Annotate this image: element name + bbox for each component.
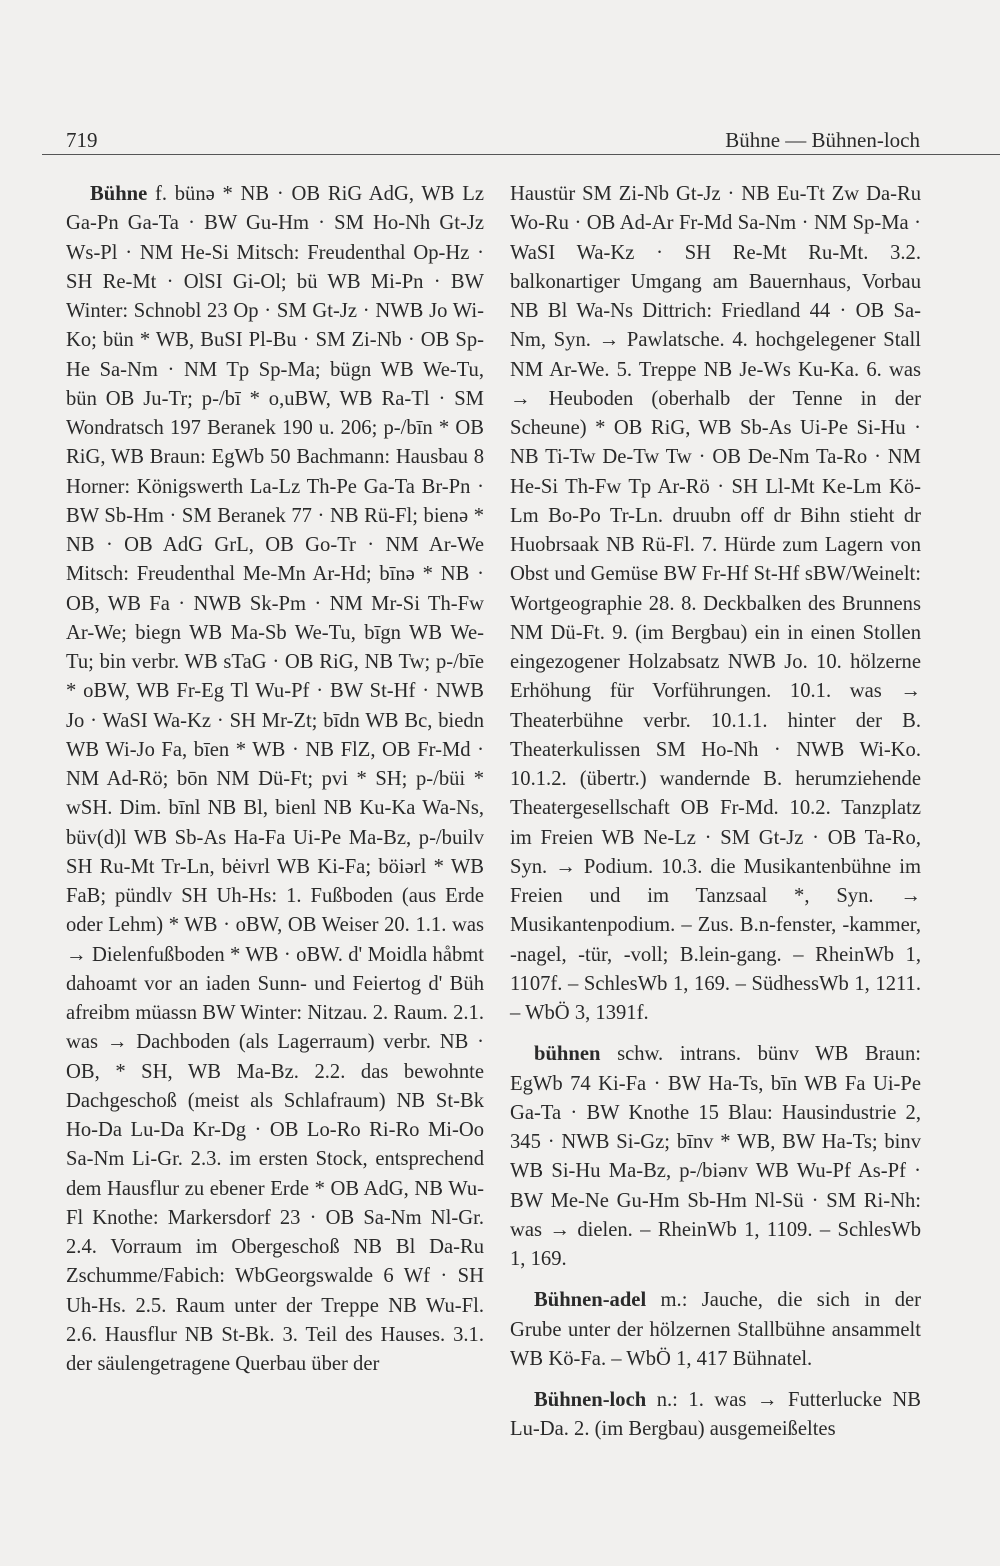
entry-buehnen-loch <box>510 1386 921 1445</box>
entry-text: m.: Jauche, die sich in der Grube unter der hölzernen Stallbühne ansammelt WB Kö-Fa. – WbÖ 1, 417 Bühnatel. <box>510 1289 921 1370</box>
entry-lemma: bühnen <box>534 1043 601 1066</box>
entry-text: schw. intrans. bünv WB Braun: EgWb 74 Ki-Fa · BW Ha-Ts, bīn WB Fa Ui-Pe Ga-Ta · BW Knothe 15 Blau: Hausindustrie 2, 345 · NWB Si-Gz; bīnv * WB, BW Ha-Ts; binv WB Si-Hu Ma-Bz, p-/biənv WB Wu-Pf As-Pf · BW Me-Ne Gu-Hm Sb-Hm Nl-Sü · SM Ri-Nh: was → dielen. – RheinWb 1, 1109. – SchlesWb 1, 169. <box>510 1043 921 1270</box>
entry-text: n.: 1. was → Futterlucke NB Lu-Da. 2. (im Bergbau) ausgemeißeltes <box>510 1389 921 1441</box>
running-title: Bühne — Bühnen-loch <box>725 128 920 152</box>
entry-text: f. bünə * NB · OB RiG AdG, WB Lz Ga-Pn Ga-Ta · BW Gu-Hm · SM Ho-Nh Gt-Jz Ws-Pl · NM He-Si Mitsch: Freudenthal Op-Hz · SH Re-Mt · OlSI Gi-Ol; bü WB Mi-Pn · BW Winter: Schnobl 23 Op · SM Gt-Jz · NWB Jo Wi-Ko; bün * WB, BuSI Pl-Bu · SM Zi-Nb · OB Sp-He Sa-Nm · NM Tp Sp-Ma; bügn WB We-Tu, bün OB Ju-Tr; p-/bī * o,uBW, WB Ra-Tl · SM Wondratsch 197 Beranek 190 u. 206; p-/bīn * OB RiG, WB Braun: EgWb 50 Bachmann: Hausbau 8 Horner: Königswerth La-Lz Th-Pe Ga-Ta Br-Pn · BW Sb-Hm · SM Beranek 77 · NB Rü-Fl; bienə * NB · OB AdG GrL, OB Go-Tr · NM Ar-We Mitsch: Freudenthal Me-Mn Ar-Hd; bīnə * NB · OB, WB Fa · NWB Sk-Pm · NM Mr-Si Th-Fw Ar-We; biegn WB Ma-Sb We-Tu, bīgn WB We-Tu; bin verbr. WB sTaG · OB RiG, NB Tw; p-/bīe * oBW, WB Fr-Eg Tl Wu-Pf · BW St-Hf · NWB Jo · WaSI Wa-Kz · SH Mr-Zt; bīdn WB Bc, biedn WB Wi-Jo Fa, bīen * WB · NB FlZ, OB Fr-Md · NM Ad-Rö; bōn NM Dü-Ft; pvi * SH; p-/büi * wSH. Dim. bīnl NB Bl, bienl NB Ku-Ka Wa-Ns, büv(d)l WB Sb-As Ha-Fa Ui-Pe Ma-Bz, p-/builv SH Ru-Mt Tr-Ln, bėivrl WB Ki-Fa; böiərl * WB FaB; pündlv SH Uh-Hs: 1. Fußboden (aus Erde oder Lehm) * WB · oBW, OB Weiser 20. 1.1. was → Dielenfußboden * WB · oBW. d' Moidla håbmt dahoamt vor an iaden Sunn- und Feiertog d' Büh afreibm müassn BW Winter: Nitzau. 2. Raum. 2.1. was → Dachboden (als Lagerraum) verbr. NB · OB, * SH, WB Ma-Bz. 2.2. das bewohnte Dachgeschoß (meist als Schlafraum) NB St-Bk Ho-Da Lu-Da Kr-Dg · OB Lo-Ro Ri-Ro Mi-Oo Sa-Nm Li-Gr. 2.3. im ersten Stock, entsprechend dem Hausflur zu ebener Erde * OB AdG, NB Wu-Fl Knothe: Markersdorf 23 · OB Sa-Nm Nl-Gr. 2.4. Vorraum im Obergeschoß NB Bl Da-Ru Zschumme/Fabich: WbGeorgswalde 6 Wf · SH Uh-Hs. 2.5. Raum unter der Treppe NB Wu-Fl. 2.6. Hausflur NB St-Bk. 3. Teil des Hauses. 3.1. der säulengetragene Querbau über der <box>66 183 484 1375</box>
left-column <box>66 180 484 1391</box>
entry-buehne <box>66 180 484 1379</box>
entry-lemma: Bühnen-adel <box>534 1289 647 1312</box>
entry-lemma: Bühnen-loch <box>534 1389 647 1411</box>
header-rule <box>42 154 1000 155</box>
entry-buehne-continued <box>510 180 921 1028</box>
entry-lemma: Bühne <box>90 183 148 205</box>
entry-buehnen-adel <box>510 1286 921 1374</box>
page-number: 719 <box>66 128 98 152</box>
entry-text: Haustür SM Zi-Nb Gt-Jz · NB Eu-Tt Zw Da-Ru Wo-Ru · OB Ad-Ar Fr-Md Sa-Nm · NM Sp-Ma · WaSI Wa-Kz · SH Re-Mt Ru-Mt. 3.2. balkonartiger Umgang am Bauernhaus, Vorbau NB Bl Wa-Ns Dittrich: Friedland 44 · OB Sa-Nm, Syn. → Pawlatsche. 4. hochgelegener Stall NM Ar-We. 5. Treppe NB Je-Ws Ku-Ka. 6. was → Heuboden (oberhalb der Tenne in der Scheune) * OB RiG, WB Sb-As Ui-Pe Si-Hu · NB Ti-Tw De-Tw Tw · OB De-Nm Ta-Ro · NM He-Si Th-Fw Tp Ar-Rö · SH Ll-Mt Ke-Lm Kö-Lm Bo-Po Tr-Ln. druubn off dr Bihn stieht dr Huobrsaak NB Rü-Fl. 7. Hürde zum Lagern von Obst und Gemüse BW Fr-Hf St-Hf sBW/Weinelt: Wortgeographie 28. 8. Deckbalken des Brunnens NM Dü-Ft. 9. (im Bergbau) ein in einen Stollen eingezogener Holzabsatz NWB Jo. 10. hölzerne Erhöhung für Vorführungen. 10.1. was → Theaterbühne verbr. 10.1.1. hinter der B. Theaterkulissen SM Ho-Nh · NWB Wi-Ko. 10.1.2. (übertr.) wandernde B. herumziehende Theatergesellschaft OB Fr-Md. 10.2. Tanzplatz im Freien WB Ne-Lz · SM Gt-Jz · OB Ta-Ro, Syn. → Podium. 10.3. die Musikantenbühne im Freien und im Tanzsaal *, Syn. → Musikantenpodium. – Zus. B.n-fenster, -kammer, -nagel, -tür, -voll; B.lein-gang. – RheinWb 1, 1107f. – SchlesWb 1, 169. – SüdhessWb 1, 1211. – WbÖ 3, 1391f. <box>510 183 921 1024</box>
right-column <box>510 180 921 1457</box>
entry-buehnen <box>510 1040 921 1274</box>
